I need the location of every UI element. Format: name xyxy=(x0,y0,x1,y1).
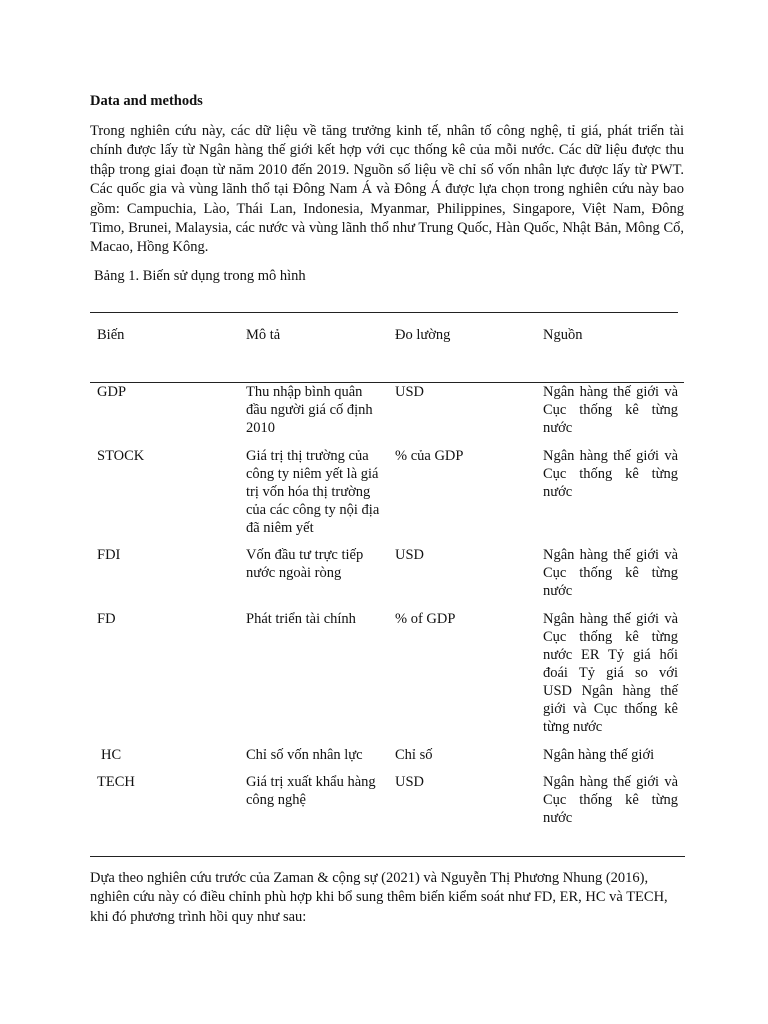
cell-variable: FDI xyxy=(97,547,121,563)
cell-measure: USD xyxy=(395,547,425,563)
cell-description: Vốn đầu tư trực tiếp nước ngoài ròng xyxy=(246,547,364,581)
cell-description: Giá trị xuất khẩu hàng công nghệ xyxy=(246,774,376,808)
header-source: Nguồn xyxy=(543,327,583,343)
table-caption: Bảng 1. Biến sử dụng trong mô hình xyxy=(94,268,306,284)
cell-measure: % của GDP xyxy=(395,448,464,464)
cell-variable: HC xyxy=(101,747,122,763)
cell-source: Ngân hàng thế giới xyxy=(543,747,655,763)
cell-measure: % of GDP xyxy=(395,611,456,627)
cell-source: Ngân hàng thế giới và Cục thống kê từng nước ER Tỷ giá hối đoái Tỷ giá so với USD Ngân hàng thế giới và Cục thống kê từng nước xyxy=(543,611,678,735)
cell-source: Ngân hàng thế giới và Cục thống kê từng nước xyxy=(543,547,678,599)
cell-measure: USD xyxy=(395,774,425,790)
cell-measure: USD xyxy=(395,384,425,400)
intro-paragraph: Trong nghiên cứu này, các dữ liệu về tăng trưởng kinh tế, nhân tố công nghệ, tỉ giá, phát triển tài chính được lấy từ Ngân hàng thế giới kết hợp với cục thống kê của mỗi nước. Các dữ liệu được thu thập trong giai đoạn từ năm 2010 đến 2019. Nguồn số liệu về chỉ số vốn nhân lực được lấy từ PWT. Các quốc gia và vùng lãnh thổ tại Đông Nam Á và Đông Á được lựa chọn trong nghiên cứu này bao gồm: Campuchia, Lào, Thái Lan, Indonesia, Myanmar, Philippines, Singapore, Việt Nam, Đông Timo, Brunei, Malaysia, các nước và vùng lãnh thổ như Trung Quốc, Hàn Quốc, Nhật Bản, Mông Cổ, Macao, Hồng Kông. xyxy=(90,123,684,256)
table-top-rule xyxy=(90,312,678,313)
closing-paragraph: Dựa theo nghiên cứu trước của Zaman & cộng sự (2021) và Nguyễn Thị Phương Nhung (2016), nghiên cứu này có điều chỉnh phù hợp khi bổ sung thêm biến kiểm soát như FD, ER, HC và TECH, khi đó phương trình hồi quy như sau: xyxy=(90,870,668,925)
cell-description: Giá trị thị trường của công ty niêm yết là giá trị vốn hóa thị trường của các công ty nội địa đã niêm yết xyxy=(246,448,380,536)
cell-measure: Chỉ số xyxy=(395,747,433,763)
header-variable: Biến xyxy=(97,327,125,343)
cell-description: Thu nhập bình quân đầu người giá cố định 2010 xyxy=(246,384,373,436)
cell-source: Ngân hàng thế giới và Cục thống kê từng nước xyxy=(543,774,678,826)
cell-description: Phát triển tài chính xyxy=(246,611,356,627)
section-heading: Data and methods xyxy=(90,93,203,109)
cell-variable: STOCK xyxy=(97,448,145,464)
cell-variable: GDP xyxy=(97,384,127,400)
table-bottom-rule xyxy=(90,856,685,857)
cell-variable: TECH xyxy=(97,774,135,790)
cell-description: Chỉ số vốn nhân lực xyxy=(246,747,363,763)
cell-source: Ngân hàng thế giới và Cục thống kê từng nước xyxy=(543,448,678,500)
header-description: Mô tả xyxy=(246,327,281,343)
cell-source: Ngân hàng thế giới và Cục thống kê từng nước xyxy=(543,384,678,436)
cell-variable: FD xyxy=(97,611,116,627)
header-measure: Đo lường xyxy=(395,327,451,343)
